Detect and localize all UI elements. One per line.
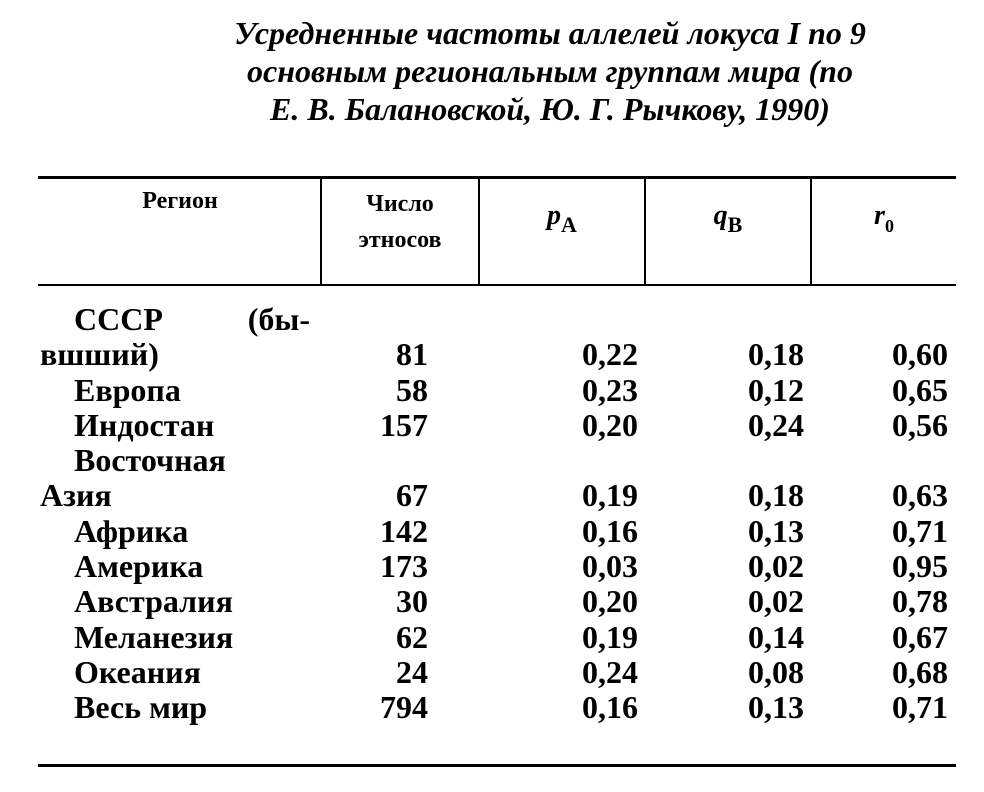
table-row: [40, 655, 956, 690]
row-pA: 0,22: [582, 336, 638, 373]
row-pA: 0,23: [582, 371, 638, 408]
row-qB: 0,12: [748, 371, 804, 408]
row-count: 24: [396, 653, 428, 690]
row-region: Австралия: [74, 583, 233, 620]
table-row: [40, 337, 956, 372]
row-r0: 0,67: [892, 618, 948, 655]
row-r0: 0,71: [892, 512, 948, 549]
table-header-rule: [38, 284, 956, 286]
row-qB: 0,02: [748, 548, 804, 585]
row-qB: 0,14: [748, 618, 804, 655]
row-count: 62: [396, 618, 428, 655]
row-count: 794: [380, 689, 428, 726]
row-pA: 0,19: [582, 477, 638, 514]
row-qB: 0,02: [748, 583, 804, 620]
table-row-continued: [40, 302, 956, 337]
row-pA: 0,24: [582, 653, 638, 690]
row-qB: 0,13: [748, 512, 804, 549]
caption-line-1: Усредненные частоты аллелей локуса I по 9: [234, 15, 866, 51]
row-r0: 0,65: [892, 371, 948, 408]
row-qB: 0,08: [748, 653, 804, 690]
region-text: вш: [40, 336, 85, 373]
header-r0-sub: 0: [884, 216, 894, 236]
row-count: 157: [380, 406, 428, 443]
row-r0: 0,71: [892, 689, 948, 726]
header-qB-sub: B: [727, 212, 743, 237]
row-region: Индостан: [74, 406, 215, 443]
row-region: Африка: [74, 512, 189, 549]
header-pA: [480, 200, 644, 238]
region-text: ший): [84, 336, 159, 373]
table-top-rule: [38, 176, 956, 179]
table-row: [40, 690, 956, 725]
row-pA: 0,20: [582, 406, 638, 443]
table-row: [40, 620, 956, 655]
row-qB: 0,18: [748, 477, 804, 514]
header-r0: [812, 200, 956, 237]
row-qB: 0,13: [748, 689, 804, 726]
row-count: 58: [396, 371, 428, 408]
header-qB: [646, 200, 810, 238]
table-row: [40, 549, 956, 584]
row-region-cell: [40, 337, 316, 372]
table-row: [40, 478, 956, 513]
row-qB: 0,18: [748, 336, 804, 373]
header-count-line-1: Число: [366, 191, 434, 217]
row-qB: 0,24: [748, 406, 804, 443]
row-region: Весь мир: [74, 689, 208, 726]
header-pA-sub: A: [561, 212, 577, 237]
row-count: 173: [380, 548, 428, 585]
row-region: Азия: [40, 477, 112, 514]
row-count: 30: [396, 583, 428, 620]
region-text: СССР: [74, 301, 163, 337]
caption-line-2: основным региональным группам мира (по: [247, 53, 853, 89]
table-row: [40, 584, 956, 619]
row-r0: 0,63: [892, 477, 948, 514]
row-r0: 0,68: [892, 653, 948, 690]
header-qB-symbol: q: [713, 200, 728, 231]
row-pA: 0,20: [582, 583, 638, 620]
row-r0: 0,60: [892, 336, 948, 373]
table-caption: [150, 14, 950, 128]
region-text: (бы-: [247, 301, 310, 337]
row-pA: 0,03: [582, 548, 638, 585]
row-region: Восточная: [74, 442, 226, 479]
table-body: [40, 302, 956, 726]
row-r0: 0,56: [892, 406, 948, 443]
caption-line-3: Е. В. Балановской, Ю. Г. Рычкову, 1990): [270, 91, 830, 127]
header-ethnos-count: [322, 186, 478, 258]
row-region: Америка: [74, 548, 204, 585]
header-count-line-2: этносов: [358, 227, 442, 253]
header-pA-symbol: p: [547, 200, 562, 231]
header-region: Регион: [142, 188, 218, 214]
row-pA: 0,19: [582, 618, 638, 655]
row-r0: 0,78: [892, 583, 948, 620]
table-row: [40, 408, 956, 443]
header-r0-symbol: r: [874, 200, 885, 231]
table-row: [40, 514, 956, 549]
row-pA: 0,16: [582, 689, 638, 726]
row-count: 142: [380, 512, 428, 549]
row-pA: 0,16: [582, 512, 638, 549]
row-count: 81: [396, 336, 428, 373]
row-r0: 0,95: [892, 548, 948, 585]
row-region: Европа: [74, 371, 181, 408]
row-count: 67: [396, 477, 428, 514]
row-region-cell: [40, 302, 316, 337]
table-bottom-rule: [38, 764, 956, 767]
row-region: Меланезия: [74, 618, 234, 655]
row-region: Океания: [74, 653, 201, 690]
table-row-continued: [40, 443, 956, 478]
table-row: [40, 373, 956, 408]
